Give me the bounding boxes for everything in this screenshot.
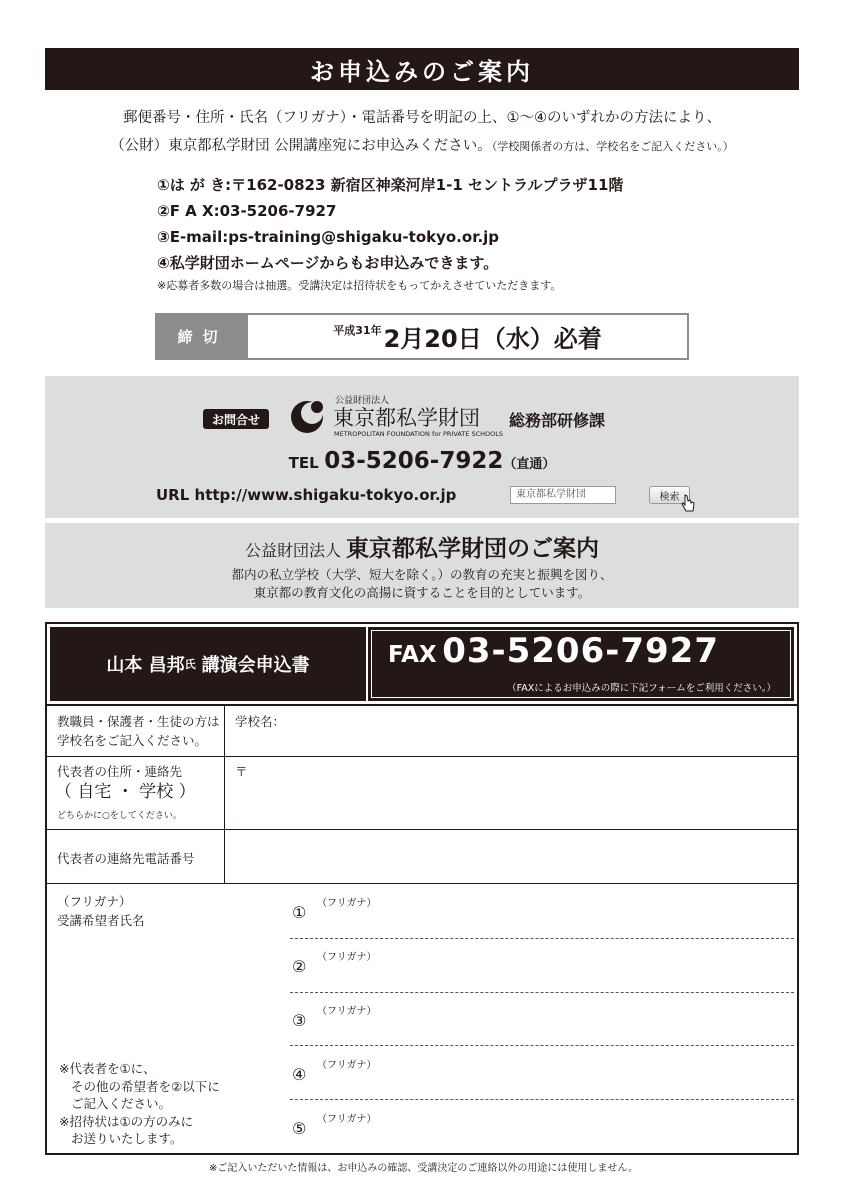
entry-line-3[interactable] [290, 1045, 794, 1046]
form-title [50, 627, 366, 701]
about-title-main: 東京都私学財団のご案内 [346, 535, 600, 562]
method-fax: ②F A X:03-5206-7927 [157, 202, 337, 220]
fax-header [368, 627, 794, 701]
tel-suffix: （直通） [503, 457, 556, 472]
furigana-label: （フリガナ） [57, 894, 132, 909]
note-line-3: ご記入ください。 [71, 1096, 172, 1111]
about-title-prefix: 公益財団法人 [244, 541, 341, 560]
intro-line-2-note: （学校関係者の方は、学校名をご記入ください。） [491, 140, 734, 153]
phone-field[interactable] [235, 849, 790, 869]
org-prefix: 公益財団法人 [335, 396, 390, 406]
deadline-date-area [248, 315, 687, 358]
choice-note: どちらかに○をしてください。 [57, 811, 182, 821]
fax-note: （FAXによるお申込みの際に下記フォームをご利用ください。） [507, 683, 776, 694]
deadline-label: 締切 [157, 315, 248, 358]
search-button[interactable]: 検索 [649, 486, 690, 504]
intro-line-2-main: （公財）東京都私学財団 公開講座宛にお申込みください。 [110, 138, 492, 154]
website-url[interactable]: URL http://www.shigaku-tokyo.or.jp [156, 486, 457, 504]
home-school-choice[interactable]: （ 自宅 ・ 学校 ） [55, 782, 196, 802]
about-section [45, 523, 799, 608]
speaker-name: 山本 昌邦 [106, 655, 185, 676]
row-divider-3 [47, 883, 797, 884]
department: 総務部研修課 [509, 411, 606, 430]
about-description-2: 東京都の教育文化の高揚に資することを目的としています。 [253, 585, 591, 600]
entry-furigana-5: （フリガナ） [317, 1114, 377, 1125]
hand-cursor-icon [681, 494, 695, 512]
intro-line-1: 郵便番号・住所・氏名（フリガナ）・電話番号を明記の上、①〜④のいずれかの方法により、 [122, 110, 722, 126]
fax-label: FAX [388, 642, 437, 668]
contact-section [45, 376, 799, 518]
page-title: お申込みのご案内 [45, 48, 799, 90]
school-name-field[interactable]: 学校名： [235, 714, 286, 729]
entry-number-3: ③ [292, 1011, 307, 1030]
entry-furigana-1: （フリガナ） [317, 898, 377, 909]
foundation-logo-icon [285, 394, 331, 438]
deadline-box [155, 313, 689, 360]
application-form [45, 622, 799, 1155]
fax-big [388, 631, 719, 671]
entry-number-4: ④ [292, 1065, 307, 1084]
deadline-era: 平成31年 [333, 324, 382, 337]
about-description-1: 都内の私立学校（大学、短大を除く。）の教育の充実と振興を図り、 [231, 567, 613, 582]
column-divider [224, 705, 225, 883]
address-label: 代表者の住所・連絡先 [57, 764, 183, 779]
about-title [45, 530, 799, 563]
form-title-rest: 講演会申込書 [201, 655, 310, 676]
note-line-2: その他の希望者を②以下に [71, 1078, 220, 1094]
fax-number: 03-5206-7927 [442, 631, 719, 671]
note-line-1: ※代表者を①に、 [59, 1061, 156, 1076]
org-name: 東京都私学財団 [333, 406, 480, 430]
entry-furigana-2: （フリガナ） [317, 952, 377, 963]
method-email[interactable]: ③E-mail:ps-training@shigaku-tokyo.or.jp [157, 228, 500, 246]
privacy-note: ※ご記入いただいた情報は、お申込みの確認、受講決定のご連絡以外の用途には使用しません。 [209, 1163, 638, 1174]
search-input[interactable]: 東京都私学財団 [510, 486, 616, 504]
attendee-name-label: 受講希望者氏名 [57, 913, 145, 928]
method-website: ④私学財団ホームページからもお申込みできます。 [157, 254, 499, 272]
lottery-note: ※応募者多数の場合は抽選。受講決定は招待状をもってかえさせていただきます。 [157, 279, 562, 292]
school-label-2: 学校名をご記入ください。 [57, 733, 208, 748]
method-postcard: ①は が き:〒162-0823 新宿区神楽河岸1-1 セントラルプラザ11階 [157, 176, 624, 194]
entry-furigana-3: （フリガナ） [317, 1006, 377, 1017]
form-header-divider [47, 704, 797, 706]
application-methods [157, 172, 777, 296]
entry-furigana-4: （フリガナ） [317, 1060, 377, 1071]
phone-label: 代表者の連絡先電話番号 [57, 851, 195, 866]
deadline-date: 2月20日（水）必着 [383, 325, 602, 353]
form-notes [59, 1060, 220, 1148]
school-label-1: 教職員・保護者・生徒の方は [57, 714, 220, 729]
telephone [45, 448, 799, 474]
postal-field[interactable]: 〒 [235, 764, 248, 779]
inquiry-badge: お問合せ [203, 409, 269, 429]
note-line-4: ※招待状は①の方のみに [59, 1113, 194, 1129]
entry-line-1[interactable] [290, 938, 794, 939]
tel-label: TEL [288, 454, 319, 472]
entry-line-2[interactable] [290, 992, 794, 993]
org-english-name: METROPOLITAN FOUNDATION for PRIVATE SCHOOLS [334, 430, 503, 438]
row-divider-1 [47, 756, 797, 757]
speaker-honorific: 氏 [184, 658, 196, 671]
row-divider-2 [47, 829, 797, 830]
intro-line-2 [45, 134, 799, 155]
entry-line-4[interactable] [290, 1099, 794, 1100]
entry-number-5: ⑤ [292, 1119, 307, 1138]
entry-number-1: ① [292, 903, 307, 922]
tel-number: 03-5206-7922 [324, 448, 504, 474]
note-line-5: お送りいたします。 [71, 1131, 183, 1146]
entry-number-2: ② [292, 957, 307, 976]
